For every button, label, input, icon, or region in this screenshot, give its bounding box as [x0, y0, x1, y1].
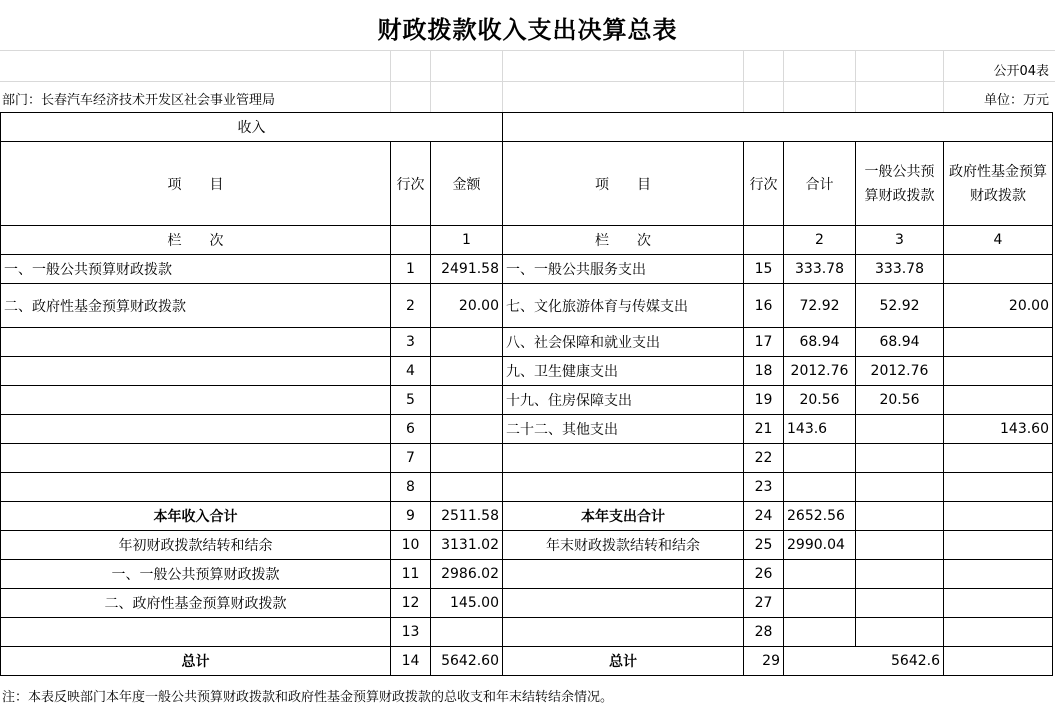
- form-code: 公开04表: [993, 64, 1049, 79]
- row-number-cell: 5: [391, 386, 431, 415]
- expense-item-cell: [503, 444, 744, 473]
- table-row: [1, 328, 1053, 357]
- expense-item-cell: 年末财政拨款结转和结余: [503, 531, 744, 560]
- income-group-header: 收入: [1, 113, 503, 142]
- column-header-row: [1, 142, 1053, 226]
- column-label: 栏 次: [1, 226, 391, 255]
- expense-item-cell: 九、卫生健康支出: [503, 357, 744, 386]
- total-cell: [784, 589, 856, 618]
- row-number-cell: 15: [744, 255, 784, 284]
- row-number-cell: 19: [744, 386, 784, 415]
- gov-fund-cell: [944, 618, 1053, 647]
- income-item-cell: [1, 357, 391, 386]
- expense-item-cell: 八、社会保障和就业支出: [503, 328, 744, 357]
- grid-line: [743, 50, 744, 112]
- expense-group-header: [503, 113, 1053, 142]
- row-number-cell: 13: [391, 618, 431, 647]
- amount-cell: [431, 328, 503, 357]
- general-budget-cell: [856, 589, 944, 618]
- report-title: 财政拨款收入支出决算总表: [377, 15, 678, 44]
- row-number-cell: 7: [391, 444, 431, 473]
- row-number-cell: 6: [391, 415, 431, 444]
- row-number-cell: 25: [744, 531, 784, 560]
- income-item-cell: [1, 473, 391, 502]
- amount-cell: [431, 473, 503, 502]
- expense-item-cell: 一、一般公共服务支出: [503, 255, 744, 284]
- general-budget-cell: [856, 502, 944, 531]
- row-number-cell: 11: [391, 560, 431, 589]
- total-cell: 2990.04: [784, 531, 856, 560]
- general-budget-cell: 52.92: [856, 284, 944, 328]
- expense-item-cell: 本年支出合计: [503, 502, 744, 531]
- amount-cell: [431, 357, 503, 386]
- row-number-cell: 12: [391, 589, 431, 618]
- table-cell: [391, 226, 431, 255]
- general-budget-cell: [856, 415, 944, 444]
- row-number-cell: 1: [391, 255, 431, 284]
- amount-cell: [431, 618, 503, 647]
- table-cell: [744, 226, 784, 255]
- row-number-cell: 22: [744, 444, 784, 473]
- row-number-cell: 17: [744, 328, 784, 357]
- table-row: [1, 618, 1053, 647]
- table-row: [1, 255, 1053, 284]
- table-row: [1, 284, 1053, 328]
- income-amount-header: 金额: [431, 142, 503, 226]
- table-row: [1, 444, 1053, 473]
- column-number-row: [1, 226, 1053, 255]
- amount-cell: 3131.02: [431, 531, 503, 560]
- general-budget-cell: 20.56: [856, 386, 944, 415]
- grand-total-label: 总计: [1, 647, 391, 676]
- gov-fund-header: 政府性基金预算财政拨款: [944, 142, 1053, 226]
- income-item-cell: [1, 386, 391, 415]
- expense-item-cell: 十九、住房保障支出: [503, 386, 744, 415]
- table-cell: [944, 647, 1053, 676]
- general-budget-cell: 333.78: [856, 255, 944, 284]
- total-cell: [784, 473, 856, 502]
- total-cell: [784, 618, 856, 647]
- general-budget-cell: [856, 444, 944, 473]
- total-cell: 143.6: [784, 415, 856, 444]
- grid-line: [0, 50, 1055, 51]
- income-item-cell: 二、政府性基金预算财政拨款: [1, 284, 391, 328]
- row-number-cell: 14: [391, 647, 431, 676]
- gov-fund-cell: [944, 531, 1053, 560]
- total-cell: 333.78: [784, 255, 856, 284]
- grand-total-expense: 5642.6: [784, 647, 944, 676]
- expense-item-cell: [503, 473, 744, 502]
- table-row: [1, 531, 1053, 560]
- amount-cell: [431, 415, 503, 444]
- expense-item-cell: [503, 560, 744, 589]
- income-item-cell: 一、一般公共预算财政拨款: [1, 255, 391, 284]
- table-row: [1, 560, 1053, 589]
- income-item-cell: 二、政府性基金预算财政拨款: [1, 589, 391, 618]
- total-cell: [784, 444, 856, 473]
- grid-line: [783, 50, 784, 112]
- gov-fund-cell: [944, 560, 1053, 589]
- grid-line: [390, 50, 391, 112]
- general-budget-header: 一般公共预算财政拨款: [856, 142, 944, 226]
- general-budget-cell: [856, 473, 944, 502]
- amount-cell: 2491.58: [431, 255, 503, 284]
- income-item-cell: 本年收入合计: [1, 502, 391, 531]
- grid-line: [430, 50, 431, 112]
- grid-line: [502, 50, 503, 112]
- row-number-cell: 4: [391, 357, 431, 386]
- income-row-no-header: 行次: [391, 142, 431, 226]
- total-cell: 72.92: [784, 284, 856, 328]
- income-item-cell: [1, 444, 391, 473]
- gov-fund-cell: [944, 589, 1053, 618]
- gov-fund-cell: [944, 386, 1053, 415]
- row-number-cell: 29: [744, 647, 784, 676]
- grid-line: [0, 81, 1055, 82]
- income-item-cell: 一、一般公共预算财政拨款: [1, 560, 391, 589]
- table-row: [1, 473, 1053, 502]
- grid-line: [943, 50, 944, 112]
- amount-cell: 20.00: [431, 284, 503, 328]
- total-cell: 2012.76: [784, 357, 856, 386]
- gov-fund-cell: [944, 357, 1053, 386]
- row-number-cell: 18: [744, 357, 784, 386]
- table-row: [1, 589, 1053, 618]
- unit-label: 单位：万元: [983, 93, 1049, 108]
- total-cell: 68.94: [784, 328, 856, 357]
- table-row: [1, 415, 1053, 444]
- row-number-cell: 24: [744, 502, 784, 531]
- grand-total-row: [1, 647, 1053, 676]
- column-label: 栏 次: [503, 226, 744, 255]
- row-number-cell: 8: [391, 473, 431, 502]
- row-number-cell: 28: [744, 618, 784, 647]
- expense-item-cell: 二十二、其他支出: [503, 415, 744, 444]
- table-row: [1, 502, 1053, 531]
- department-label: 部门：长春汽车经济技术开发区社会事业管理局: [2, 93, 276, 108]
- expense-item-cell: 七、文化旅游体育与传媒支出: [503, 284, 744, 328]
- grid-line: [855, 50, 856, 112]
- column-number: 1: [431, 226, 503, 255]
- general-budget-cell: 2012.76: [856, 357, 944, 386]
- expense-total-header: 合计: [784, 142, 856, 226]
- table-row: [1, 357, 1053, 386]
- table-row: [1, 386, 1053, 415]
- gov-fund-cell: [944, 255, 1053, 284]
- expense-item-cell: [503, 589, 744, 618]
- column-number: 3: [856, 226, 944, 255]
- total-cell: [784, 560, 856, 589]
- general-budget-cell: [856, 531, 944, 560]
- income-item-cell: [1, 618, 391, 647]
- income-item-cell: [1, 415, 391, 444]
- grand-total-label: 总计: [503, 647, 744, 676]
- total-cell: 20.56: [784, 386, 856, 415]
- amount-cell: [431, 444, 503, 473]
- grand-total-income: 5642.60: [431, 647, 503, 676]
- general-budget-cell: [856, 618, 944, 647]
- column-number: 4: [944, 226, 1053, 255]
- group-header-row: [1, 113, 1053, 142]
- row-number-cell: 27: [744, 589, 784, 618]
- total-cell: 2652.56: [784, 502, 856, 531]
- row-number-cell: 26: [744, 560, 784, 589]
- gov-fund-cell: [944, 502, 1053, 531]
- row-number-cell: 23: [744, 473, 784, 502]
- amount-cell: [431, 386, 503, 415]
- footnote: 注：本表反映部门本年度一般公共预算财政拨款和政府性基金预算财政拨款的总收支和年末结转结余情况。: [2, 690, 614, 705]
- gov-fund-cell: [944, 328, 1053, 357]
- row-number-cell: 16: [744, 284, 784, 328]
- column-number: 2: [784, 226, 856, 255]
- gov-fund-cell: 143.60: [944, 415, 1053, 444]
- general-budget-cell: 68.94: [856, 328, 944, 357]
- gov-fund-cell: 20.00: [944, 284, 1053, 328]
- gov-fund-cell: [944, 444, 1053, 473]
- row-number-cell: 9: [391, 502, 431, 531]
- expense-row-no-header: 行次: [744, 142, 784, 226]
- expense-item-cell: [503, 618, 744, 647]
- expense-item-header: 项 目: [503, 142, 744, 226]
- row-number-cell: 3: [391, 328, 431, 357]
- income-item-cell: 年初财政拨款结转和结余: [1, 531, 391, 560]
- row-number-cell: 10: [391, 531, 431, 560]
- amount-cell: 2511.58: [431, 502, 503, 531]
- income-item-cell: [1, 328, 391, 357]
- income-item-header: 项 目: [1, 142, 391, 226]
- row-number-cell: 21: [744, 415, 784, 444]
- general-budget-cell: [856, 560, 944, 589]
- row-number-cell: 2: [391, 284, 431, 328]
- gov-fund-cell: [944, 473, 1053, 502]
- amount-cell: 2986.02: [431, 560, 503, 589]
- amount-cell: 145.00: [431, 589, 503, 618]
- fiscal-table: [0, 112, 1053, 676]
